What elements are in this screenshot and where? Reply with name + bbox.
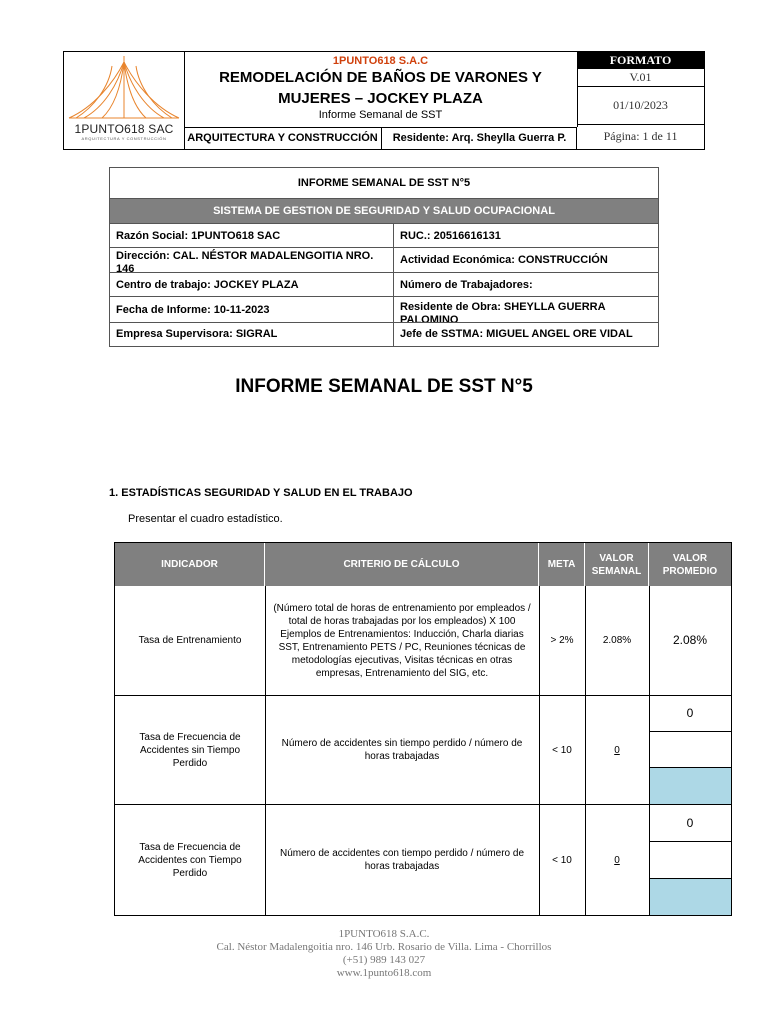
project-title-line2: MUJERES – JOCKEY PLAZA — [278, 90, 483, 107]
residente-obra: Residente de Obra: SHEYLLA GUERRA PALOMINO — [400, 301, 606, 322]
logo-name: 1PUNTO618 SAC — [74, 122, 174, 136]
jefe-sstma: Jefe de SSTMA: MIGUEL ANGEL ORE VIDAL — [400, 328, 633, 340]
area-label: ARQUITECTURA Y CONSTRUCCIÓN — [184, 128, 382, 149]
empresa-supervisora: Empresa Supervisora: SIGRAL — [110, 323, 394, 346]
row3-meta: < 10 — [552, 854, 572, 866]
header-title-cell — [184, 52, 578, 127]
header-valor-semanal-l1: VALOR — [599, 552, 634, 564]
logo-tagline: ARQUITECTURA Y CONSTRUCCIÓN — [81, 136, 167, 141]
row2-meta: < 10 — [552, 744, 572, 756]
row1-meta: > 2% — [550, 635, 574, 646]
row2-semanal: 0 — [614, 744, 620, 756]
row2-criterio: Número de accidentes sin tiempo perdido / número de horas trabajadas — [281, 738, 523, 762]
main-title: INFORME SEMANAL DE SST N°5 — [235, 376, 533, 397]
format-date: 01/10/2023 — [577, 87, 704, 125]
info-row — [110, 248, 658, 273]
row1-semanal: 2.08% — [602, 635, 632, 646]
footer-company: 1PUNTO618 S.A.C. — [338, 928, 430, 940]
footer-website: www.1punto618.com — [336, 967, 432, 979]
info-row — [110, 323, 658, 346]
section-text: Presentar el cuadro estadístico. — [128, 513, 283, 525]
version-label: V.01 — [577, 69, 704, 87]
header-valor-semanal-l2: SEMANAL — [591, 565, 642, 577]
format-label: FORMATO — [577, 52, 704, 69]
footer-address: Cal. Néstor Madalengoitia nro. 146 Urb. Rosario de Villa. Lima - Chorrillos — [216, 941, 552, 953]
direccion: Dirección: CAL. NÉSTOR MADALENGOITIA NRO. 146 — [110, 248, 394, 272]
row3-criterio: Número de accidentes con tiempo perdido / número de horas trabajadas — [279, 848, 525, 872]
actividad-economica: Actividad Económica: CONSTRUCCIÓN — [400, 254, 608, 266]
razon-social: Razón Social: 1PUNTO618 SAC — [110, 224, 394, 247]
page-number: Página: 1 de 11 — [603, 129, 678, 143]
row2-promedio: 0 — [686, 706, 694, 720]
footer-phone: (+51) 989 143 027 — [342, 954, 426, 966]
logo-cell — [64, 52, 185, 149]
highlight-cell — [650, 768, 731, 804]
grid-line — [649, 731, 731, 732]
header-valor-semanal — [585, 543, 649, 586]
header-valor-promedio-l1: VALOR — [672, 552, 708, 564]
format-cell — [577, 52, 704, 149]
info-row — [110, 224, 658, 248]
row1-promedio: 2.08% — [672, 633, 708, 647]
header-indicador: INDICADOR — [115, 543, 265, 586]
fecha-informe: Fecha de Informe: 10-11-2023 — [110, 297, 394, 322]
company-name: 1PUNTO618 S.A.C — [332, 55, 429, 67]
info-row — [110, 273, 658, 297]
document-header — [63, 51, 705, 150]
grid-line — [649, 841, 731, 842]
info-table-title: INFORME SEMANAL DE SST N°5 — [110, 168, 658, 199]
header-bottom-row — [184, 127, 577, 149]
row3-promedio: 0 — [686, 815, 694, 830]
info-table — [109, 167, 659, 347]
row1-indicador: Tasa de Entrenamiento — [138, 635, 242, 646]
header-criterio: CRITERIO DE CÁLCULO — [265, 543, 539, 586]
report-subtitle: Informe Semanal de SST — [318, 109, 443, 121]
row2-indicador: Tasa de Frecuencia de Accidentes sin Tiempo Perdido — [139, 731, 241, 769]
header-valor-promedio-l2: PROMEDIO — [662, 565, 718, 577]
info-table-system: SISTEMA DE GESTION DE SEGURIDAD Y SALUD OCUPACIONAL — [110, 199, 658, 224]
row3-indicador: Tasa de Frecuencia de Accidentes con Tiempo Perdido — [138, 841, 242, 879]
project-title-line1: REMODELACIÓN DE BAÑOS DE VARONES Y — [219, 69, 542, 86]
highlight-cell — [650, 879, 731, 915]
resident-label: Residente: Arq. Sheylla Guerra P. — [392, 132, 567, 144]
section-heading: 1. ESTADÍSTICAS SEGURIDAD Y SALUD EN EL TRABAJO — [109, 487, 413, 499]
ruc: RUC.: 20516616131 — [400, 230, 501, 242]
company-logo-icon — [64, 52, 184, 124]
header-valor-promedio — [649, 543, 731, 586]
row1-criterio: (Número total de horas de entrenamiento por empleados / total de horas trabajadas por los empleados) X 100 Ejemplos de Entrenamientos: Inducción, Charla diarias SST, Entrenamiento PETS / PC, Reuniones técnicas de metodologías ejecutivas, Visitas técnicas en otras empresas, Entrenamiento del SIG, etc. — [273, 602, 531, 679]
row3-semanal: 0 — [614, 854, 620, 866]
header-meta: META — [539, 543, 585, 586]
page-footer — [0, 928, 768, 980]
centro-trabajo: Centro de trabajo: JOCKEY PLAZA — [110, 273, 394, 296]
numero-trabajadores: Número de Trabajadores: — [400, 279, 533, 291]
info-row — [110, 297, 658, 323]
stats-table — [114, 542, 732, 916]
